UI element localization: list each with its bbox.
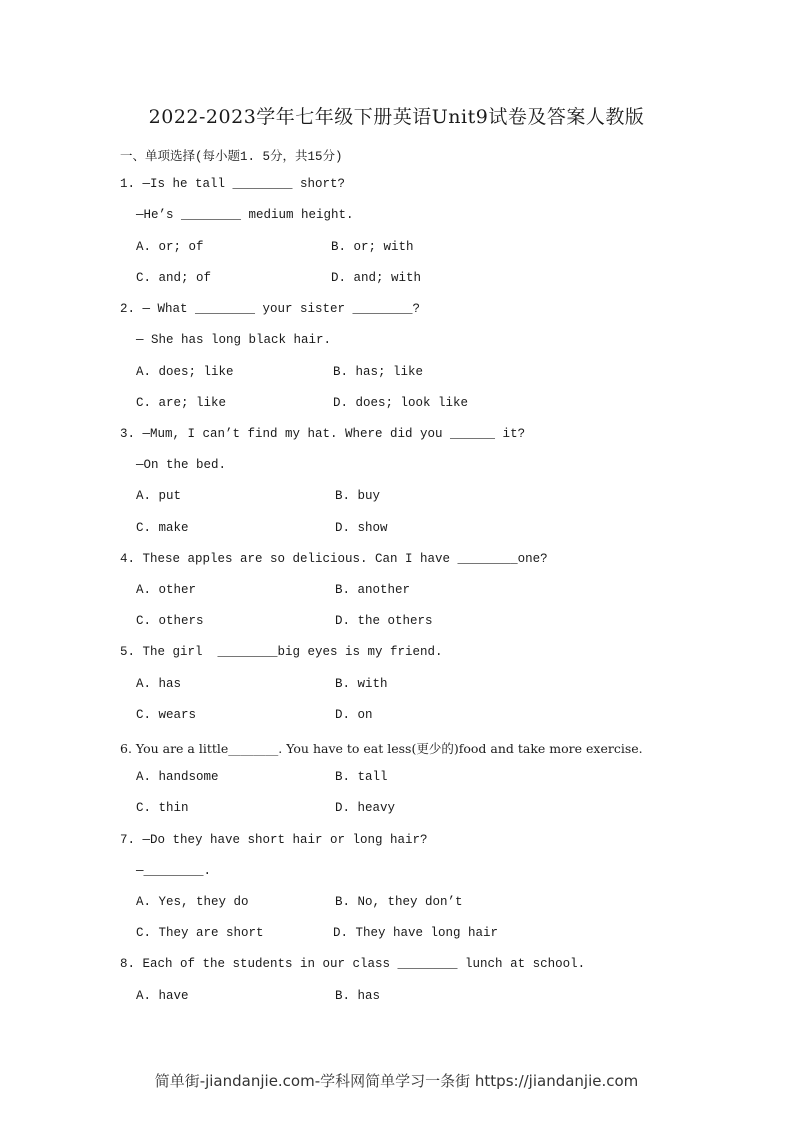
page-footer: 简单街-jiandanjie.com-学科网简单学习一条街 https://jiandanjie.com: [154, 1072, 639, 1090]
document-title: 2022-2023学年七年级下册英语Unit9试卷及答案人教版: [148, 106, 645, 128]
question-5-option-c: C. wears: [136, 708, 197, 722]
question-7-dialog: —________.: [136, 864, 212, 878]
question-3-option-b: B. buy: [335, 489, 381, 503]
question-5-option-a: A. has: [136, 677, 182, 691]
question-7-stem: 7. —Do they have short hair or long hair?: [120, 833, 428, 847]
question-2-stem: 2. — What ________ your sister ________?: [120, 302, 421, 316]
question-7-option-d: D. They have long hair: [333, 926, 499, 940]
question-1-option-c: C. and; of: [136, 271, 212, 285]
question-5-stem: 5. The girl ________big eyes is my friend.: [120, 645, 443, 659]
question-1-stem: 1. —Is he tall ________ short?: [120, 177, 346, 191]
section-heading: 一、单项选择(每小题1. 5分，共15分): [120, 150, 343, 164]
question-8-stem: 8. Each of the students in our class ________ lunch at school.: [120, 957, 586, 971]
question-3-option-d: D. show: [335, 521, 388, 535]
question-1-option-a: A. or; of: [136, 240, 204, 254]
question-2-dialog: — She has long black hair.: [136, 333, 332, 347]
question-3-option-c: C. make: [136, 521, 189, 535]
question-6-option-b: B. tall: [335, 770, 388, 784]
question-1-dialog: —He’s ________ medium height.: [136, 208, 354, 222]
question-8-option-b: B. has: [335, 989, 381, 1003]
question-2-option-d: D. does; look like: [333, 396, 469, 410]
question-6-option-c: C. thin: [136, 801, 189, 815]
question-8-option-a: A. have: [136, 989, 189, 1003]
question-7-option-c: C. They are short: [136, 926, 264, 940]
question-2-option-c: C. are; like: [136, 396, 227, 410]
question-3-option-a: A. put: [136, 489, 182, 503]
question-2-option-a: A. does; like: [136, 365, 234, 379]
question-6-option-a: A. handsome: [136, 770, 219, 784]
question-6-option-d: D. heavy: [335, 801, 396, 815]
question-2-option-b: B. has; like: [333, 365, 424, 379]
question-4-option-d: D. the others: [335, 614, 433, 628]
question-7-option-b: B. No, they don’t: [335, 895, 463, 909]
question-5-option-b: B. with: [335, 677, 388, 691]
question-3-dialog: —On the bed.: [136, 458, 227, 472]
question-1-option-d: D. and; with: [331, 271, 422, 285]
question-4-option-b: B. another: [335, 583, 411, 597]
question-5-option-d: D. on: [335, 708, 373, 722]
question-6-stem: 6. You are a little________. You have to eat less(更少的)food and take more exercise.: [120, 741, 643, 756]
question-7-option-a: A. Yes, they do: [136, 895, 249, 909]
question-4-stem: 4. These apples are so delicious. Can I have ________one?: [120, 552, 548, 566]
question-3-stem: 3. —Mum, I can’t find my hat. Where did you ______ it?: [120, 427, 526, 441]
question-4-option-c: C. others: [136, 614, 204, 628]
question-4-option-a: A. other: [136, 583, 197, 597]
question-1-option-b: B. or; with: [331, 240, 414, 254]
